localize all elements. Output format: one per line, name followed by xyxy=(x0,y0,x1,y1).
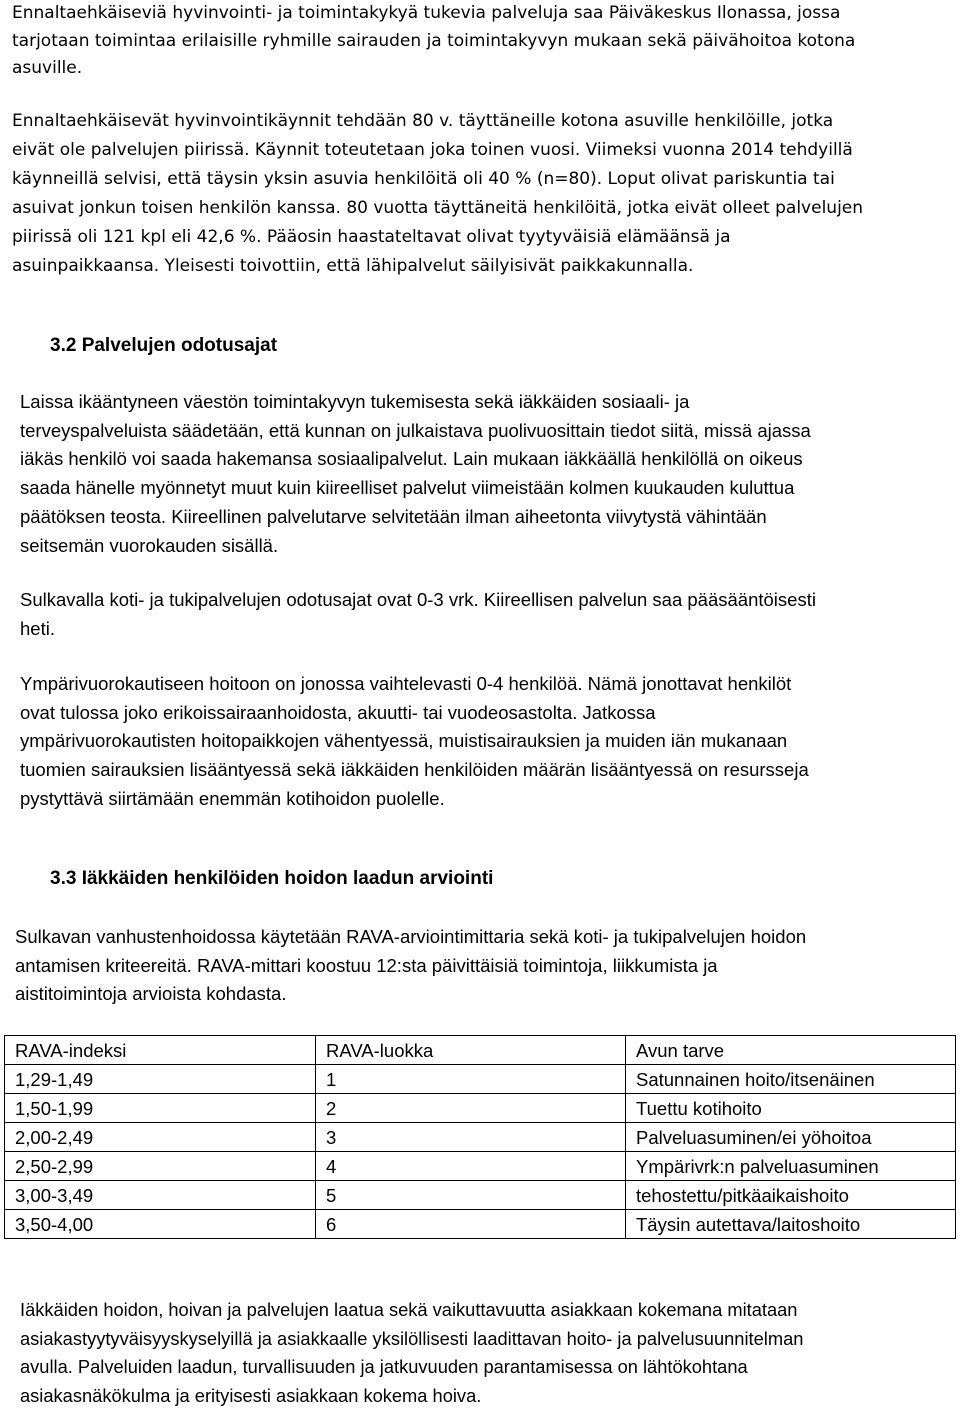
text-line: tarjotaan toimintaa erilaisille ryhmille sairauden ja toimintakyvyn mukaan sekä päivähoitoa kotona xyxy=(12,30,856,51)
table-cell: Täysin autettava/laitoshoito xyxy=(626,1210,956,1239)
text-line: aistitoimintoja arvioista kohdasta. xyxy=(15,983,287,1005)
table-cell: 1,50-1,99 xyxy=(5,1094,316,1123)
text-line: ovat tulossa joko erikoissairaanhoidosta, akuutti- tai vuodeosastolta. Jatkossa xyxy=(20,701,656,723)
table-row xyxy=(5,1210,956,1239)
text-line: seitsemän vuorokauden sisällä. xyxy=(20,534,279,556)
table-cell: 1 xyxy=(316,1065,626,1094)
section-3-2-paragraph-3 xyxy=(20,670,950,814)
table-cell: 3,00-3,49 xyxy=(5,1181,316,1210)
text-line: asiakastyytyväisyyskyselyillä ja asiakkaalle yksilöllisesti laadittavan hoito- ja palvelusuunnitelman xyxy=(20,1327,804,1349)
text-line: tuomien sairauksien lisääntyessä sekä iäkkäiden henkilöiden määrän lisääntyessä on resursseja xyxy=(20,759,809,781)
section-3-2-paragraph-1 xyxy=(20,388,950,560)
text-line: päätöksen teosta. Kiireellinen palvelutarve selvitetään ilman aiheetonta viivytystä vähintään xyxy=(20,505,767,527)
table-cell: Tuettu kotihoito xyxy=(626,1094,956,1123)
intro-paragraph-2 xyxy=(12,107,952,281)
table-cell: 5 xyxy=(316,1181,626,1210)
text-line: Ennaltaehkäisevät hyvinvointikäynnit tehdään 80 v. täyttäneille kotona asuville henkilöille, jotka xyxy=(12,111,834,131)
table-cell: tehostettu/pitkäaikaishoito xyxy=(626,1181,956,1210)
table-cell: Palveluasuminen/ei yöhoitoa xyxy=(626,1123,956,1152)
text-line: heti. xyxy=(20,617,55,639)
text-line: Iäkkäiden hoidon, hoivan ja palvelujen laatua sekä vaikuttavuutta asiakkaan kokemana mitataan xyxy=(20,1299,798,1320)
section-heading-3-2: 3.2 Palvelujen odotusajat xyxy=(50,335,278,356)
text-line: asuville. xyxy=(12,58,83,78)
text-line: Laissa ikääntyneen väestön toimintakyvyn tukemisesta sekä iäkkäiden sosiaali- ja xyxy=(20,391,690,412)
text-line: pystyttävä siirtämään enemmän kotihoidon puolelle. xyxy=(20,787,445,809)
table-cell: 2,50-2,99 xyxy=(5,1152,316,1181)
text-line: antamisen kriteereitä. RAVA-mittari koostuu 12:sta päivittäisiä toimintoja, liikkumista ja xyxy=(15,954,718,976)
table-header-cell: RAVA-luokka xyxy=(316,1036,626,1065)
text-line: terveyspalveluista säädetään, että kunnan on julkaistava puolivuosittain tiedot siitä, missä ajassa xyxy=(20,419,811,441)
table-cell: 3 xyxy=(316,1123,626,1152)
section-3-2-paragraph-2 xyxy=(20,586,950,643)
text-line: piirissä oli 121 kpl eli 42,6 %. Pääosin haastateltavat olivat tyytyväisiä elämäänsä ja xyxy=(12,227,731,247)
table-cell: 1,29-1,49 xyxy=(5,1065,316,1094)
table-header-row xyxy=(5,1036,956,1065)
table-cell: Satunnainen hoito/itsenäinen xyxy=(626,1065,956,1094)
table-row xyxy=(5,1152,956,1181)
text-line: Sulkavalla koti- ja tukipalvelujen odotusajat ovat 0-3 vrk. Kiireellisen palvelun saa pääsääntöisesti xyxy=(20,589,816,610)
text-line: avulla. Palveluiden laadun, turvallisuuden ja jatkuvuuden parantamisessa on lähtökohtana xyxy=(20,1356,748,1377)
text-line: asuinpaikkaansa. Yleisesti toivottiin, että lähipalvelut säilyisivät paikkakunnalla. xyxy=(12,256,694,276)
table-row xyxy=(5,1065,956,1094)
table-header-cell: RAVA-indeksi xyxy=(5,1036,316,1065)
rava-table xyxy=(4,1035,956,1239)
text-line: käynneillä selvisi, että täysin yksin asuvia henkilöitä oli 40 % (n=80). Loput olivat pariskuntia tai xyxy=(12,169,835,189)
text-line: eivät ole palvelujen piirissä. Käynnit toteutetaan joka toinen vuosi. Viimeksi vuonna 2014 tehdyillä xyxy=(12,140,853,160)
section-heading-3-3: 3.3 Iäkkäiden henkilöiden hoidon laadun arviointi xyxy=(50,868,494,889)
section-3-3-paragraph-2 xyxy=(20,1296,950,1410)
table-cell: 2,00-2,49 xyxy=(5,1123,316,1152)
text-line: ympärivuorokautisten hoitopaikkojen vähentyessä, muistisairauksien ja muiden iän mukanaan xyxy=(20,730,788,752)
text-line: saada hänelle myönnetyt muut kuin kiireelliset palvelut viimeistään kolmen kuukauden kuluttua xyxy=(20,477,795,499)
text-line: iäkäs henkilö voi saada hakemansa sosiaalipalvelut. Lain mukaan iäkkäällä henkilöllä on oikeus xyxy=(20,448,803,470)
table-row xyxy=(5,1094,956,1123)
table-cell: 4 xyxy=(316,1152,626,1181)
table-cell: 6 xyxy=(316,1210,626,1239)
table-header-cell: Avun tarve xyxy=(626,1036,956,1065)
text-line: asuivat jonkun toisen henkilön kanssa. 80 vuotta täyttäneitä henkilöitä, jotka eivät olleet palvelujen xyxy=(12,198,864,218)
table-cell: 2 xyxy=(316,1094,626,1123)
text-line: asiakasnäkökulma ja erityisesti asiakkaan kokema hoiva. xyxy=(20,1384,482,1406)
text-line: Ennaltaehkäiseviä hyvinvointi- ja toimintakykyä tukevia palveluja saa Päiväkeskus Ilonassa, jossa xyxy=(12,3,841,23)
table-row xyxy=(5,1181,956,1210)
table-cell: Ympärivrk:n palveluasuminen xyxy=(626,1152,956,1181)
table-row xyxy=(5,1123,956,1152)
text-line: Ympärivuorokautiseen hoitoon on jonossa vaihtelevasti 0-4 henkilöä. Nämä jonottavat henkilöt xyxy=(20,673,792,694)
text-line: Sulkavan vanhustenhoidossa käytetään RAVA-arviointimittaria sekä koti- ja tukipalvelujen hoidon xyxy=(15,926,807,947)
table-cell: 3,50-4,00 xyxy=(5,1210,316,1239)
section-3-3-paragraph-1 xyxy=(15,923,945,1009)
intro-paragraph-1 xyxy=(12,0,952,83)
